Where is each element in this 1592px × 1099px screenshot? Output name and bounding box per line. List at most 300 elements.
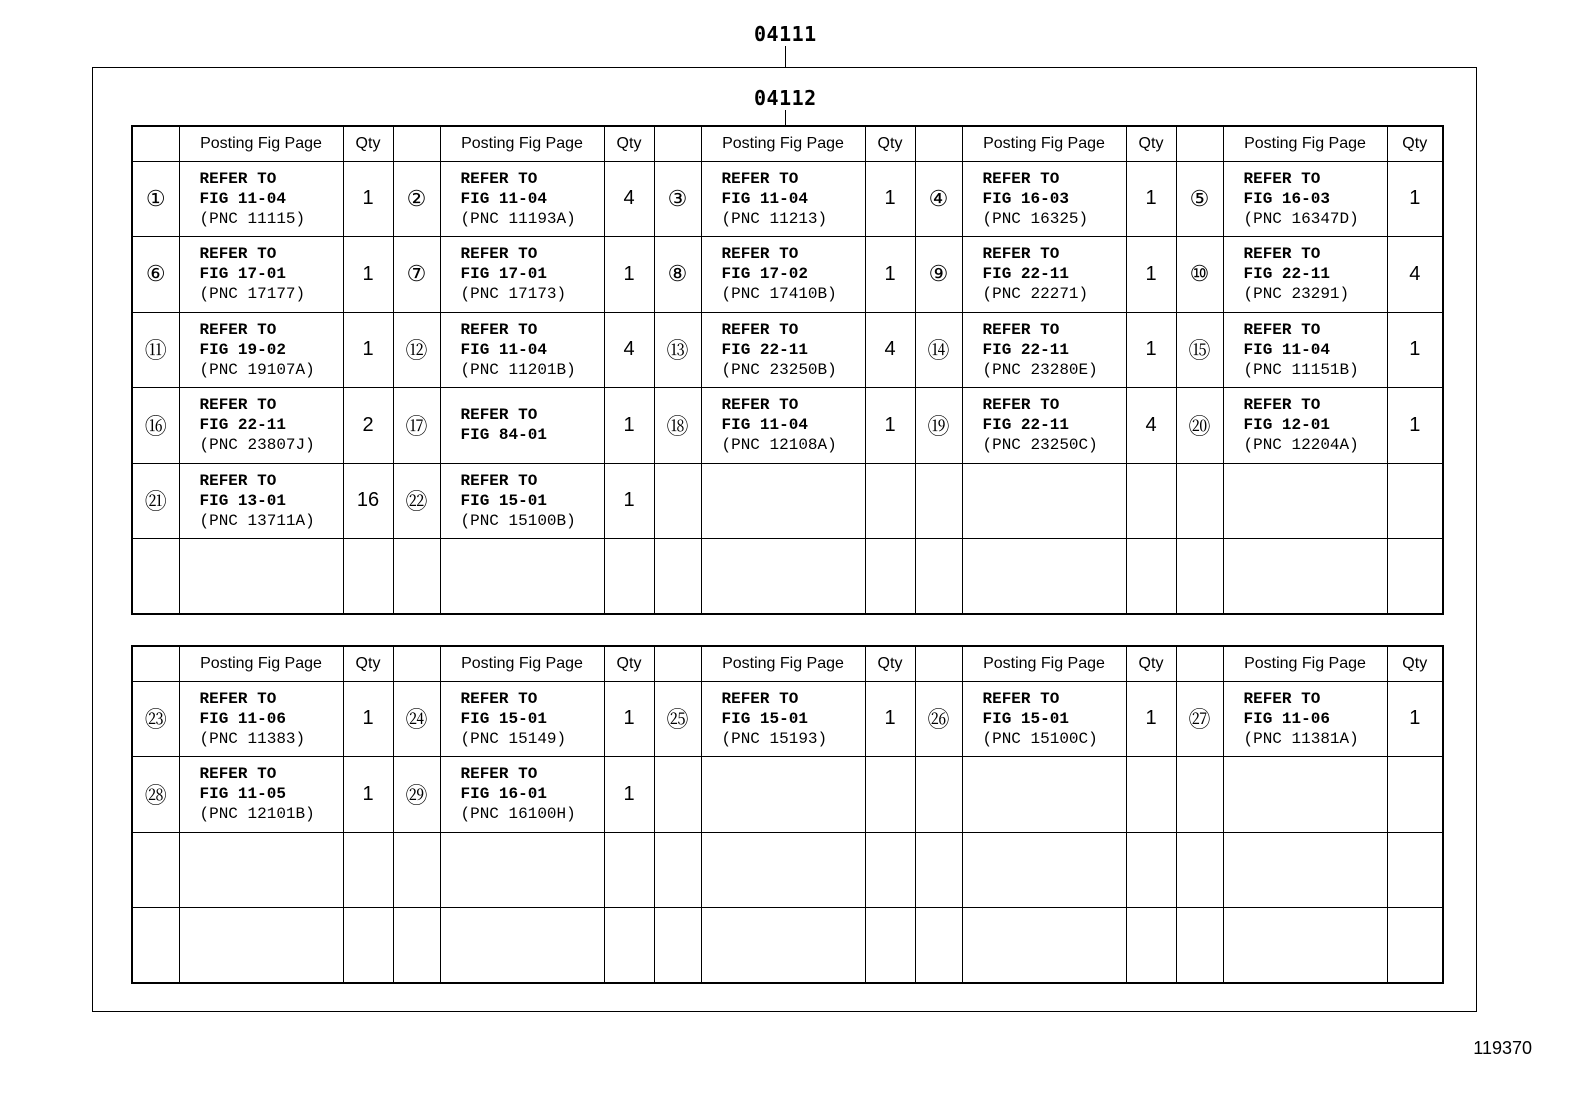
pnc-line: (PNC 12101B) (199, 805, 315, 824)
qty-cell (604, 832, 654, 908)
pnc-line: (PNC 11381A) (1243, 729, 1359, 748)
header-index (915, 126, 962, 161)
reference-cell (1223, 237, 1387, 313)
reference-cell (701, 161, 865, 237)
qty-cell (865, 832, 915, 908)
qty-cell (1387, 908, 1443, 984)
refer-to-line: REFER TO (460, 765, 538, 784)
leader-line-04111 (785, 46, 786, 67)
pnc-line: (PNC 17410B) (721, 285, 837, 304)
pnc-line: (PNC 23291) (1243, 285, 1350, 304)
reference-cell (179, 539, 343, 615)
reference-text (1244, 689, 1387, 749)
pnc-line: (PNC 11193A) (460, 209, 576, 228)
callout-number: ㉔ (393, 681, 440, 757)
callout-number: ⑤ (1176, 161, 1223, 237)
reference-text (983, 169, 1126, 229)
reference-cell (962, 539, 1126, 615)
reference-cell (440, 312, 604, 388)
reference-cell (701, 388, 865, 464)
refer-to-line: REFER TO (721, 396, 799, 415)
fig-line: FIG 15-01 (460, 491, 547, 510)
reference-cell (962, 908, 1126, 984)
reference-text (1244, 320, 1387, 380)
pnc-line: (PNC 17177) (199, 285, 306, 304)
callout-number: ⑨ (915, 237, 962, 313)
fig-line: FIG 84-01 (460, 426, 547, 445)
pnc-line: (PNC 12204A) (1243, 436, 1359, 455)
reference-text (461, 764, 604, 824)
pnc-line: (PNC 11115) (199, 209, 306, 228)
fig-line: FIG 22-11 (982, 340, 1069, 359)
pnc-line: (PNC 23250C) (982, 436, 1098, 455)
table-row (132, 681, 1443, 757)
callout-number (393, 539, 440, 615)
refer-to-line: REFER TO (1243, 169, 1321, 188)
parts-table-top (131, 125, 1444, 615)
pnc-line: (PNC 15100C) (982, 729, 1098, 748)
qty-cell (865, 539, 915, 615)
refer-to-line: REFER TO (199, 320, 277, 339)
qty-cell (1387, 463, 1443, 539)
qty-cell (604, 908, 654, 984)
qty-cell: 1 (343, 681, 393, 757)
fig-line: FIG 11-06 (199, 709, 286, 728)
callout-number: ⑲ (915, 388, 962, 464)
fig-line: FIG 11-05 (199, 785, 286, 804)
refer-to-line: REFER TO (1243, 396, 1321, 415)
reference-cell (179, 681, 343, 757)
fig-line: FIG 16-01 (460, 785, 547, 804)
reference-cell (962, 463, 1126, 539)
refer-to-line: REFER TO (721, 689, 799, 708)
assembly-label-04112: 04112 (754, 86, 817, 110)
reference-cell (440, 908, 604, 984)
header-qty: Qty (343, 646, 393, 681)
fig-line: FIG 12-01 (1243, 416, 1330, 435)
reference-text (983, 395, 1126, 455)
header-posting-fig-page: Posting Fig Page (179, 126, 343, 161)
reference-text (200, 244, 343, 304)
callout-number: ⑰ (393, 388, 440, 464)
qty-cell: 4 (604, 312, 654, 388)
reference-text (461, 405, 604, 445)
callout-number (1176, 832, 1223, 908)
callout-number: ⑥ (132, 237, 179, 313)
header-posting-fig-page: Posting Fig Page (962, 126, 1126, 161)
header-qty: Qty (604, 646, 654, 681)
header-posting-fig-page: Posting Fig Page (962, 646, 1126, 681)
callout-number: ③ (654, 161, 701, 237)
pnc-line: (PNC 16100H) (460, 805, 576, 824)
callout-number: ㉑ (132, 463, 179, 539)
header-posting-fig-page: Posting Fig Page (179, 646, 343, 681)
refer-to-line: REFER TO (721, 169, 799, 188)
pnc-line: (PNC 23280E) (982, 360, 1098, 379)
header-index (1176, 646, 1223, 681)
refer-to-line: REFER TO (982, 169, 1060, 188)
refer-to-line: REFER TO (199, 765, 277, 784)
callout-number (654, 908, 701, 984)
refer-to-line: REFER TO (199, 396, 277, 415)
fig-line: FIG 22-11 (199, 416, 286, 435)
qty-cell: 16 (343, 463, 393, 539)
header-qty: Qty (1126, 126, 1176, 161)
refer-to-line: REFER TO (982, 245, 1060, 264)
reference-text (461, 689, 604, 749)
qty-cell: 1 (604, 388, 654, 464)
callout-number (915, 908, 962, 984)
callout-number (654, 832, 701, 908)
pnc-line: (PNC 11383) (199, 729, 306, 748)
leader-line-04112 (785, 110, 786, 126)
reference-cell (1223, 388, 1387, 464)
qty-cell (865, 757, 915, 833)
pnc-line: (PNC 23807J) (199, 436, 315, 455)
callout-number (132, 908, 179, 984)
reference-text (1244, 169, 1387, 229)
fig-line: FIG 11-04 (460, 340, 547, 359)
header-qty: Qty (343, 126, 393, 161)
callout-number (132, 832, 179, 908)
reference-text (200, 169, 343, 229)
reference-cell (1223, 681, 1387, 757)
refer-to-line: REFER TO (460, 471, 538, 490)
callout-number: ⑮ (1176, 312, 1223, 388)
qty-cell: 1 (865, 237, 915, 313)
qty-cell: 1 (1387, 681, 1443, 757)
table-row (132, 463, 1443, 539)
callout-number (915, 757, 962, 833)
fig-line: FIG 13-01 (199, 491, 286, 510)
refer-to-line: REFER TO (460, 245, 538, 264)
header-qty: Qty (1387, 126, 1443, 161)
qty-cell (604, 539, 654, 615)
qty-cell: 1 (1387, 312, 1443, 388)
qty-cell: 1 (604, 237, 654, 313)
refer-to-line: REFER TO (1243, 245, 1321, 264)
refer-to-line: REFER TO (982, 396, 1060, 415)
reference-text (200, 471, 343, 531)
pnc-line: (PNC 16325) (982, 209, 1089, 228)
callout-number (654, 539, 701, 615)
qty-cell: 1 (865, 161, 915, 237)
refer-to-line: REFER TO (199, 169, 277, 188)
pnc-line: (PNC 15100B) (460, 511, 576, 530)
header-index (393, 126, 440, 161)
callout-number (654, 757, 701, 833)
fig-line: FIG 16-03 (982, 189, 1069, 208)
table-row (132, 757, 1443, 833)
reference-cell (179, 161, 343, 237)
qty-cell: 4 (604, 161, 654, 237)
reference-text (983, 320, 1126, 380)
reference-cell (179, 463, 343, 539)
callout-number: ⑯ (132, 388, 179, 464)
header-index (132, 126, 179, 161)
qty-cell (343, 832, 393, 908)
pnc-line: (PNC 13711A) (199, 511, 315, 530)
reference-cell (962, 832, 1126, 908)
refer-to-line: REFER TO (199, 245, 277, 264)
reference-text (983, 689, 1126, 749)
qty-cell: 1 (343, 757, 393, 833)
qty-cell: 1 (1387, 388, 1443, 464)
table-row (132, 312, 1443, 388)
fig-line: FIG 22-11 (1243, 265, 1330, 284)
reference-text (461, 169, 604, 229)
reference-cell (179, 908, 343, 984)
reference-cell (440, 832, 604, 908)
callout-number (393, 908, 440, 984)
reference-cell (1223, 832, 1387, 908)
header-index (654, 126, 701, 161)
reference-cell (962, 757, 1126, 833)
reference-text (200, 395, 343, 455)
qty-cell: 1 (1387, 161, 1443, 237)
callout-number (1176, 539, 1223, 615)
callout-number (1176, 908, 1223, 984)
header-index (1176, 126, 1223, 161)
qty-cell: 1 (343, 161, 393, 237)
callout-number (393, 832, 440, 908)
callout-number: ⑫ (393, 312, 440, 388)
header-qty: Qty (604, 126, 654, 161)
fig-line: FIG 19-02 (199, 340, 286, 359)
qty-cell (1126, 539, 1176, 615)
callout-number: ㉗ (1176, 681, 1223, 757)
header-posting-fig-page: Posting Fig Page (701, 646, 865, 681)
pnc-line: (PNC 15149) (460, 729, 567, 748)
fig-line: FIG 11-04 (460, 189, 547, 208)
callout-number: ㉘ (132, 757, 179, 833)
pnc-line: (PNC 19107A) (199, 360, 315, 379)
header-posting-fig-page: Posting Fig Page (701, 126, 865, 161)
reference-cell (701, 908, 865, 984)
qty-cell (1387, 757, 1443, 833)
reference-text (722, 689, 865, 749)
reference-cell (440, 388, 604, 464)
fig-line: FIG 11-04 (721, 416, 808, 435)
reference-text (200, 689, 343, 749)
callout-number: ⑧ (654, 237, 701, 313)
fig-line: FIG 22-11 (982, 416, 1069, 435)
reference-text (722, 169, 865, 229)
reference-text (983, 244, 1126, 304)
reference-cell (701, 539, 865, 615)
callout-number: ⑬ (654, 312, 701, 388)
reference-text (200, 320, 343, 380)
qty-cell (1126, 463, 1176, 539)
callout-number (654, 463, 701, 539)
qty-cell: 2 (343, 388, 393, 464)
qty-cell: 1 (604, 757, 654, 833)
callout-number: ㉙ (393, 757, 440, 833)
table-row (132, 908, 1443, 984)
refer-to-line: REFER TO (1243, 689, 1321, 708)
reference-cell (701, 681, 865, 757)
fig-line: FIG 11-04 (1243, 340, 1330, 359)
fig-line: FIG 11-04 (199, 189, 286, 208)
reference-cell (440, 463, 604, 539)
header-row (132, 646, 1443, 681)
qty-cell (343, 908, 393, 984)
table-row (132, 539, 1443, 615)
callout-number: ⑩ (1176, 237, 1223, 313)
reference-cell (701, 312, 865, 388)
table-row (132, 388, 1443, 464)
reference-cell (1223, 539, 1387, 615)
qty-cell: 4 (1387, 237, 1443, 313)
qty-cell: 4 (1126, 388, 1176, 464)
fig-line: FIG 22-11 (982, 265, 1069, 284)
callout-number (1176, 463, 1223, 539)
refer-to-line: REFER TO (460, 406, 538, 425)
qty-cell: 1 (343, 237, 393, 313)
header-index (393, 646, 440, 681)
reference-cell (440, 539, 604, 615)
header-qty: Qty (1126, 646, 1176, 681)
fig-line: FIG 11-06 (1243, 709, 1330, 728)
header-qty: Qty (865, 646, 915, 681)
pnc-line: (PNC 16347D) (1243, 209, 1359, 228)
refer-to-line: REFER TO (460, 169, 538, 188)
callout-number: ① (132, 161, 179, 237)
reference-cell (1223, 312, 1387, 388)
reference-cell (1223, 908, 1387, 984)
header-posting-fig-page: Posting Fig Page (1223, 646, 1387, 681)
pnc-line: (PNC 11151B) (1243, 360, 1359, 379)
drawing-number: 119370 (1473, 1038, 1532, 1058)
table-row (132, 237, 1443, 313)
qty-cell (1387, 539, 1443, 615)
reference-cell (179, 237, 343, 313)
qty-cell: 1 (865, 388, 915, 464)
qty-cell (1126, 757, 1176, 833)
header-row (132, 126, 1443, 161)
header-index (915, 646, 962, 681)
callout-number (915, 539, 962, 615)
fig-line: FIG 15-01 (721, 709, 808, 728)
header-posting-fig-page: Posting Fig Page (440, 126, 604, 161)
callout-number: ⑦ (393, 237, 440, 313)
reference-cell (440, 681, 604, 757)
reference-cell (440, 237, 604, 313)
pnc-line: (PNC 11213) (721, 209, 828, 228)
table-row (132, 832, 1443, 908)
reference-cell (962, 237, 1126, 313)
fig-line: FIG 15-01 (460, 709, 547, 728)
fig-line: FIG 17-02 (721, 265, 808, 284)
callout-number: ⑭ (915, 312, 962, 388)
reference-text (461, 320, 604, 380)
refer-to-line: REFER TO (721, 245, 799, 264)
reference-cell (440, 757, 604, 833)
qty-cell: 1 (1126, 161, 1176, 237)
qty-cell: 4 (865, 312, 915, 388)
header-posting-fig-page: Posting Fig Page (440, 646, 604, 681)
reference-cell (962, 388, 1126, 464)
qty-cell (1126, 908, 1176, 984)
qty-cell: 1 (604, 463, 654, 539)
qty-cell: 1 (865, 681, 915, 757)
reference-text (1244, 395, 1387, 455)
fig-line: FIG 16-03 (1243, 189, 1330, 208)
reference-cell (179, 312, 343, 388)
reference-cell (701, 237, 865, 313)
reference-text (200, 764, 343, 824)
callout-number (915, 832, 962, 908)
reference-cell (701, 757, 865, 833)
qty-cell: 1 (604, 681, 654, 757)
parts-table-bottom (131, 645, 1444, 984)
refer-to-line: REFER TO (460, 320, 538, 339)
reference-cell (1223, 463, 1387, 539)
refer-to-line: REFER TO (199, 471, 277, 490)
qty-cell (865, 463, 915, 539)
reference-cell (962, 312, 1126, 388)
refer-to-line: REFER TO (982, 320, 1060, 339)
pnc-line: (PNC 11201B) (460, 360, 576, 379)
qty-cell (865, 908, 915, 984)
refer-to-line: REFER TO (460, 689, 538, 708)
qty-cell: 1 (1126, 681, 1176, 757)
reference-cell (179, 388, 343, 464)
callout-number: ㉓ (132, 681, 179, 757)
table-row (132, 161, 1443, 237)
reference-cell (1223, 161, 1387, 237)
reference-text (722, 320, 865, 380)
reference-text (1244, 244, 1387, 304)
header-index (654, 646, 701, 681)
fig-line: FIG 15-01 (982, 709, 1069, 728)
reference-text (461, 244, 604, 304)
header-qty: Qty (865, 126, 915, 161)
refer-to-line: REFER TO (982, 689, 1060, 708)
fig-line: FIG 17-01 (199, 265, 286, 284)
pnc-line: (PNC 22271) (982, 285, 1089, 304)
reference-text (461, 471, 604, 531)
reference-cell (962, 161, 1126, 237)
reference-cell (179, 832, 343, 908)
callout-number: ④ (915, 161, 962, 237)
callout-number (132, 539, 179, 615)
refer-to-line: REFER TO (199, 689, 277, 708)
reference-cell (701, 832, 865, 908)
qty-cell: 1 (1126, 312, 1176, 388)
fig-line: FIG 22-11 (721, 340, 808, 359)
header-index (132, 646, 179, 681)
callout-number: ⑳ (1176, 388, 1223, 464)
reference-cell (1223, 757, 1387, 833)
qty-cell: 1 (343, 312, 393, 388)
reference-cell (179, 757, 343, 833)
callout-number (1176, 757, 1223, 833)
refer-to-line: REFER TO (721, 320, 799, 339)
fig-line: FIG 17-01 (460, 265, 547, 284)
reference-cell (701, 463, 865, 539)
reference-cell (962, 681, 1126, 757)
fig-line: FIG 11-04 (721, 189, 808, 208)
qty-cell (343, 539, 393, 615)
qty-cell (1126, 832, 1176, 908)
qty-cell (1387, 832, 1443, 908)
callout-number (915, 463, 962, 539)
pnc-line: (PNC 15193) (721, 729, 828, 748)
qty-cell: 1 (1126, 237, 1176, 313)
refer-to-line: REFER TO (1243, 320, 1321, 339)
reference-text (722, 395, 865, 455)
